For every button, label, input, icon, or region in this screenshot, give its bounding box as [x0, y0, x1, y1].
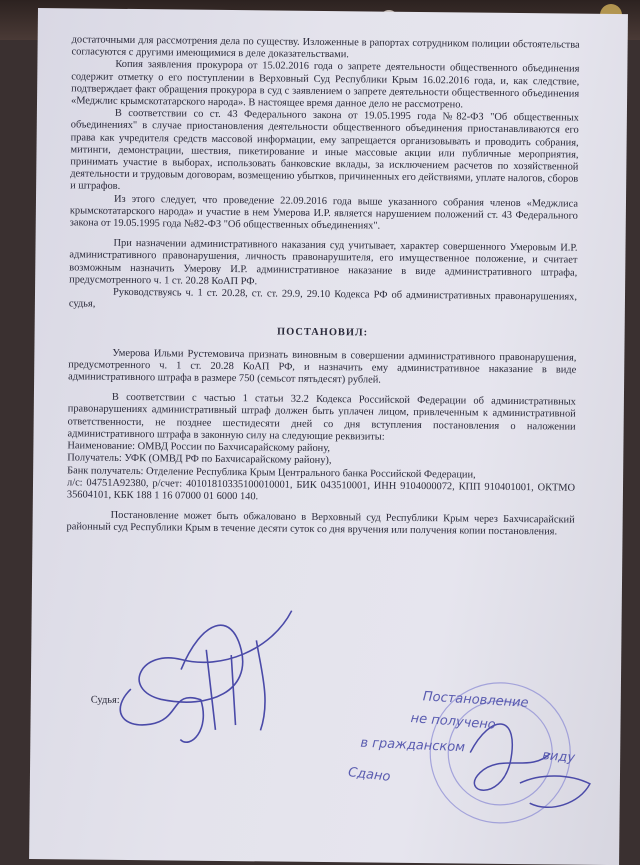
paragraph: Из этого следует, что проведение 22.09.2016 года выше указанного собрания членов «Меджлиса крымскотатарского народа» и участие в нем Умерова И.Р. является нарушением положений ст. 43 Федерального закона от 19.05.1995 года №82-ФЗ "Об общественных объединениях".: [69, 193, 579, 232]
handwritten-note: не получено: [410, 710, 497, 733]
handwritten-note: Сдано: [347, 765, 392, 785]
paragraph: Руководствуясь ч. 1 ст. 20.28, ст. ст. 29.9, 29.10 Кодекса РФ об административных правонарушениях, судья,: [68, 286, 578, 310]
paragraph: Копия заявления прокурора от 15.02.2016 года о запрете деятельности общественного объединения содержит отметку о его поступлении в Верховный Суд Республики Крым 16.02.2016 года, и, как следствие, подтверждает факт обращения прокурора в суд с заявлением о запрете деятельности общественного объединения «Меджлис крымскотатарского народа». В настоящее время данное дело не рассмотрено.: [70, 59, 580, 111]
handwritten-note: в гражданском: [360, 735, 466, 756]
signatures-and-stamp: [29, 8, 628, 865]
requisites-line: Наименование: ОМВД России по Бахчисарайскому району,: [67, 440, 331, 455]
paragraph: В соответствии со ст. 43 Федерального закона от 19.05.1995 года №82-ФЗ "Об общественных объединениях" в случае приостановления деятельности общественного объединения приостанавливаются его права как учредителя средств массовой информации, ему запрещается организовывать и проводить собрания, митинги, демонстрации, шествия, пикетирование и иные массовые акции или публичные мероприятия, принимать участие в выборах, использовать банковские вклады, за исключением расчетов по хозяйственной деятельности и трудовым договорам, возмещению убытков, причиненных его действиями, уплате налогов, сборов и штрафов.: [70, 108, 579, 193]
document-page: [29, 8, 628, 865]
paragraph: Постановление может быть обжаловано в Верховный суд Республики Крым через Бахчисарайский районный суд Республики Крым в течение десяти суток со дня вручения или получения копии постановления.: [66, 509, 575, 538]
handwritten-note: Постановление: [422, 689, 529, 711]
requisites-line: Получатель: УФК (ОМВД РФ по Бахчисарайскому району),: [67, 452, 332, 467]
paragraph: При назначении административного наказания суд учитывает, характер совершенного Умеровым И.Р. административного правонарушения, личность правонарушителя, его имущественное положение, и считает возможным назначить Умерову И.Р. административное наказание в виде административного штрафа, предусмотренного ч. 1 ст. 20.28 КоАП РФ.: [69, 238, 578, 288]
paragraph: Умерова Ильми Рустемовича признать виновным в совершении административного правонарушения, предусмотренного ч. 1 ст. 20.28 КоАП РФ, и назначить ему административное наказание в виде административного штрафа в размере 750 (семьсот пятьдесят) рублей.: [68, 347, 577, 386]
requisites-line: Банк получатель: Отделение Республика Крым Центрального банка Российской Федерации,: [67, 464, 476, 481]
paragraph: достаточными для рассмотрения дела по существу. Изложенные в рапортах сотрудником полиции обстоятельства согласуются с другими имеющимися в деле доказательствами.: [71, 34, 580, 61]
judge-signature: [120, 609, 292, 743]
section-title: ПОСТАНОВИЛ:: [277, 326, 369, 339]
judge-label: Судья:: [90, 694, 120, 706]
requisites-line: л/с: 04751А92380, р/счет: 40101810335100010001, БИК 043510001, ИНН 9104000072, КПП 910401001, ОКТМО 35604101, КБК 188 1 16 07000 01 6000 140.: [66, 477, 576, 503]
handwritten-note: виду: [541, 748, 576, 766]
paragraph: В соответствии с частью 1 статьи 32.2 Кодекса Российской Федерации об административных правонарушениях административный штраф должен быть уплачен лицом, привлеченным к административной ответственности, не позднее шестидесяти дней со дня вступления постановления о наложении административного штрафа в законную силу на следующие реквизиты:: [67, 392, 576, 443]
